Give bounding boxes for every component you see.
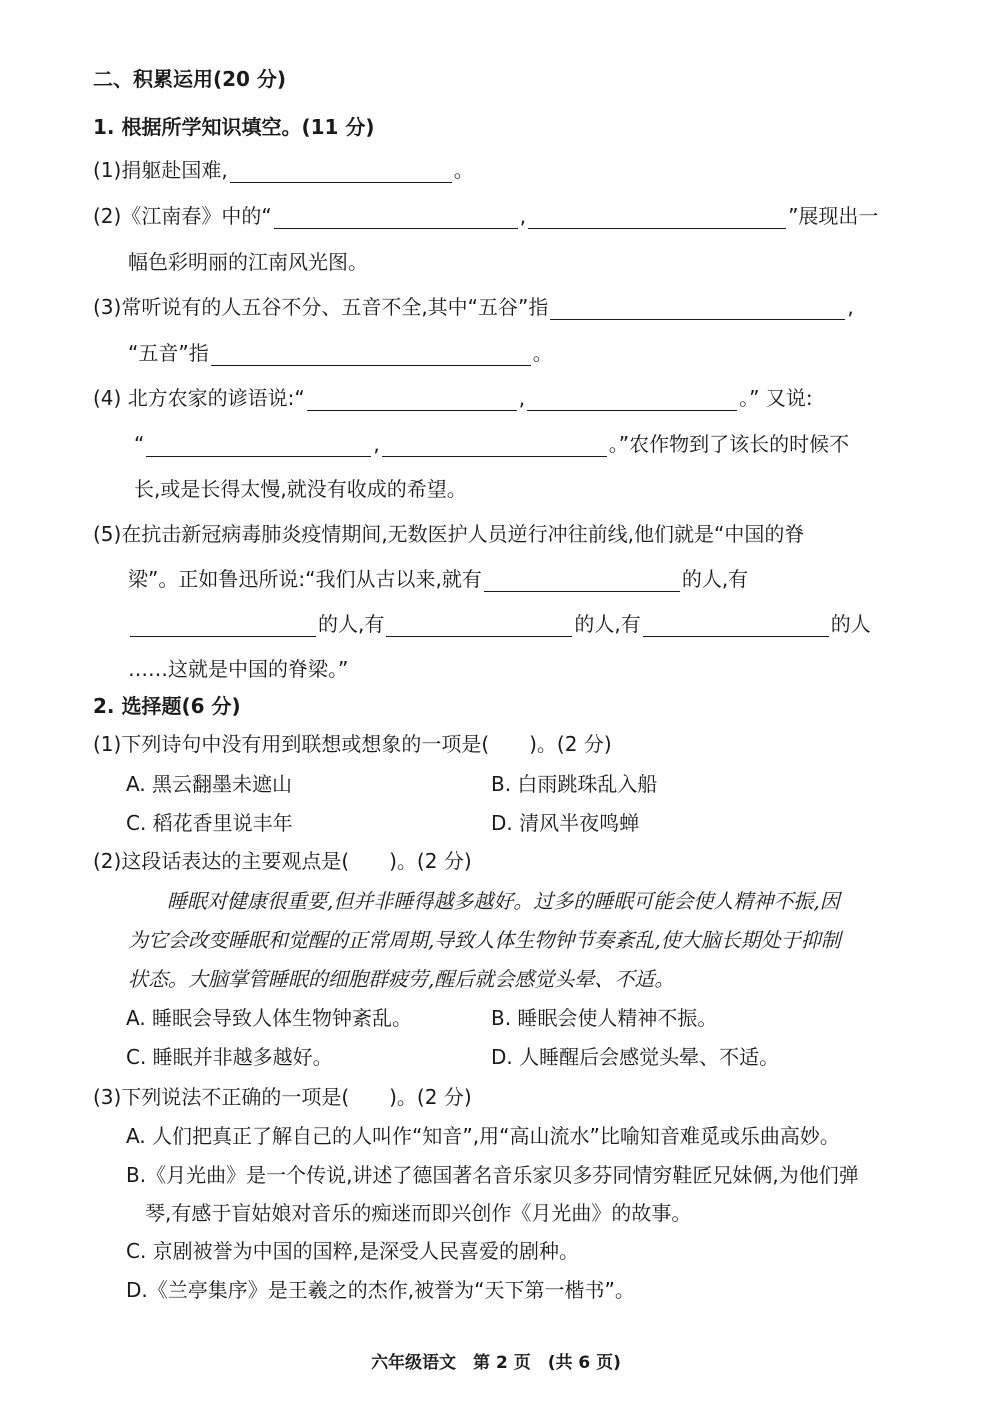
q1-sub5-text2: 的人,有: [681, 567, 749, 591]
q2-p1-option-c[interactable]: C. 稻花香里说丰年: [126, 811, 293, 835]
q1-sub5-text3: 的人,有: [318, 612, 385, 636]
q2-p3-stem: (3)下列说法不正确的一项是( )。(2 分): [93, 1085, 472, 1109]
q1-sub4-cont2: 长,或是长得太慢,就没有收成的希望。: [134, 477, 467, 501]
q2-p3-option-a[interactable]: A. 人们把真正了解自己的人叫作“知音”,用“高山流水”比喻知音难觅或乐曲高妙。: [126, 1124, 840, 1148]
q2-p3-option-d[interactable]: D.《兰亭集序》是王羲之的杰作,被誉为“天下第一楷书”。: [126, 1278, 635, 1302]
q1-sub2-cont: 幅色彩明丽的江南风光图。: [128, 250, 368, 274]
q1-sub1-text: (1)捐躯赴国难,: [93, 158, 228, 182]
q1-sub5-cont: [128, 566, 748, 592]
q2-p2-option-d[interactable]: D. 人睡醒后会感觉头晕、不适。: [491, 1045, 780, 1069]
q1-sub3-cont: [128, 340, 553, 366]
q1-sub2-text: (2)《江南春》中的“: [93, 204, 272, 228]
q1-sub5-text4: 的人,有: [574, 612, 641, 636]
answer-blank[interactable]: [528, 208, 786, 229]
answer-blank[interactable]: [211, 345, 531, 366]
q1-sub5-text5: 的人: [830, 612, 871, 636]
answer-blank[interactable]: [527, 390, 737, 411]
q2-p1-option-b[interactable]: B. 白雨跳珠乱入船: [491, 772, 658, 796]
question-1-title: 1. 根据所学知识填空。(11 分): [93, 115, 375, 139]
q1-sub3-end: 。: [532, 341, 553, 365]
q2-p2-option-b[interactable]: B. 睡眠会使人精神不振。: [491, 1006, 718, 1030]
q1-sub4: [93, 385, 813, 411]
q1-sub5-cont2: [128, 611, 871, 637]
q2-p2-option-a[interactable]: A. 睡眠会导致人体生物钟紊乱。: [126, 1006, 413, 1030]
q1-sub4-tail2: 。”农作物到了该长的时候不: [608, 432, 850, 456]
q2-p2-option-c[interactable]: C. 睡眠并非越多越好。: [126, 1045, 333, 1069]
answer-blank[interactable]: [307, 390, 517, 411]
q2-p2-passage-line2: 为它会改变睡眠和觉醒的正常周期,导致人体生物钟节奏紊乱,使大脑长期处于抑制: [128, 928, 841, 952]
page-footer: 六年级语文 第 2 页 (共 6 页): [371, 1353, 621, 1373]
answer-blank[interactable]: [382, 436, 607, 457]
q1-sub5: (5)在抗击新冠病毒肺炎疫情期间,无数医护人员逆行冲往前线,他们就是“中国的脊: [93, 522, 805, 546]
q2-p2-passage-line1: 睡眠对健康很重要,但并非睡得越多越好。过多的睡眠可能会使人精神不振,因: [167, 889, 840, 913]
q1-sub3-text: (3)常听说有的人五谷不分、五音不全,其中“五谷”指: [93, 295, 549, 319]
q2-p1-stem: (1)下列诗句中没有用到联想或想象的一项是( )。(2 分): [93, 732, 612, 756]
q1-sub4-comma2: ,: [373, 432, 380, 456]
answer-blank[interactable]: [484, 571, 680, 592]
q2-p2-stem: (2)这段话表达的主要观点是( )。(2 分): [93, 849, 472, 873]
q1-sub5-text: 梁”。正如鲁迅所说:“我们从古以来,就有: [128, 567, 482, 591]
q1-sub1-end: 。: [453, 158, 474, 182]
q1-sub4-text: (4) 北方农家的谚语说:“: [93, 386, 305, 410]
q2-p2-passage-line3: 状态。大脑掌管睡眠的细胞群疲劳,醒后就会感觉头晕、不适。: [128, 967, 675, 991]
q1-sub4-tail: 。” 又说:: [739, 386, 813, 410]
q1-sub3-text2: “五音”指: [128, 341, 209, 365]
q2-p1-option-a[interactable]: A. 黑云翻墨未遮山: [126, 772, 293, 796]
q1-sub2-tail: ”展现出一: [788, 204, 879, 228]
question-2-title: 2. 选择题(6 分): [93, 694, 241, 718]
answer-blank[interactable]: [230, 162, 452, 183]
answer-blank[interactable]: [130, 616, 316, 637]
answer-blank[interactable]: [386, 616, 572, 637]
q2-p3-option-c[interactable]: C. 京剧被誉为中国的国粹,是深受人民喜爱的剧种。: [126, 1239, 580, 1263]
section-title: 二、积累运用(20 分): [93, 67, 287, 91]
q1-sub3: [93, 294, 854, 320]
q1-sub4-cont: [134, 431, 849, 457]
answer-blank[interactable]: [643, 616, 829, 637]
answer-blank[interactable]: [274, 208, 518, 229]
q1-sub5-cont3: ……这就是中国的脊梁。”: [128, 657, 349, 681]
q2-p3-option-b[interactable]: B.《月光曲》是一个传说,讲述了德国著名音乐家贝多芬同情穷鞋匠兄妹俩,为他们弹: [126, 1163, 859, 1187]
q2-p1-option-d[interactable]: D. 清风半夜鸣蝉: [491, 811, 640, 835]
q1-sub2: [93, 203, 878, 229]
q1-sub1: [93, 157, 474, 183]
answer-blank[interactable]: [146, 436, 371, 457]
q1-sub3-comma: ,: [847, 295, 854, 319]
q1-sub4-comma: ,: [518, 386, 526, 410]
q1-sub4-quote: “: [134, 432, 145, 456]
answer-blank[interactable]: [550, 299, 845, 320]
q2-p3-option-b-cont: 琴,有感于盲姑娘对音乐的痴迷而即兴创作《月光曲》的故事。: [145, 1201, 692, 1225]
q1-sub2-comma: ,: [519, 204, 527, 228]
